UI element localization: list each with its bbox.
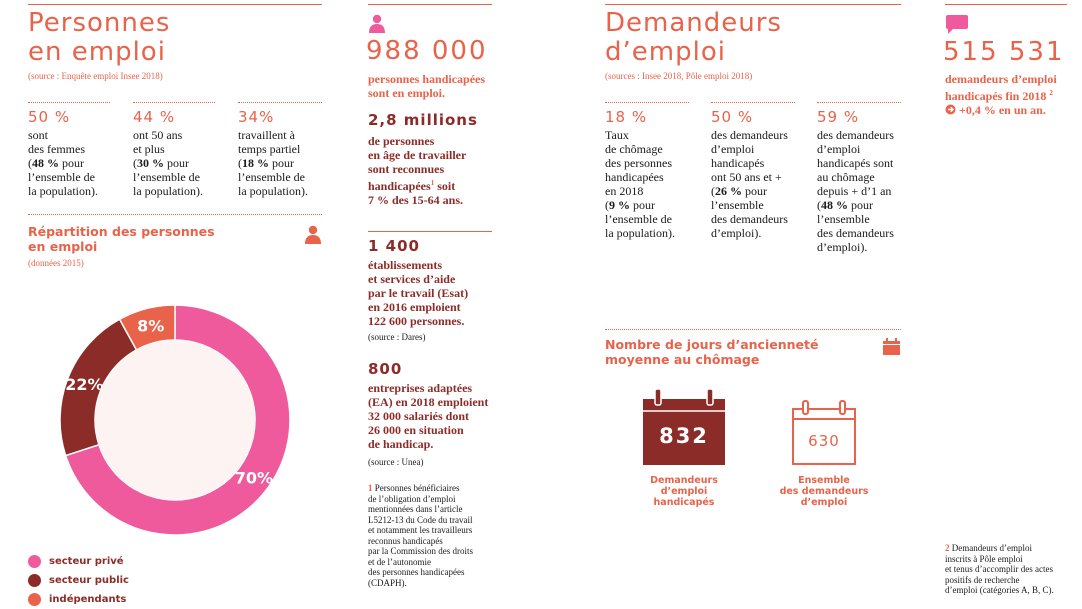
title-line-1: Personnes xyxy=(28,8,171,38)
legend-swatch xyxy=(28,555,41,568)
legend-swatch xyxy=(28,574,41,587)
footnote-ref: 1 xyxy=(430,179,435,187)
job-seekers-title: Demandeurs d’emploi xyxy=(605,8,782,67)
employed-disabled-count: 988 000 xyxy=(366,36,488,66)
calendar-label-disabled: Demandeurs d’emploi handicapés xyxy=(650,475,718,508)
anciennete-title: Nombre de jours d’ancienneté moyenne au chômage xyxy=(605,337,819,367)
stat-divider xyxy=(605,102,689,103)
ea-figure: 800 xyxy=(368,360,403,378)
stat-text: des demandeurs d’emploi handicapés sont au chômage depuis + d’1 an (48 % pour l’ensemble des demandeurs d’emploi). xyxy=(817,128,894,254)
stat-50-plus xyxy=(133,108,233,198)
legend-item-public xyxy=(28,571,129,590)
legend-swatch xyxy=(28,593,41,606)
persons-in-employment-title xyxy=(28,9,170,67)
stat-text: ont 50 ans et plus (30 % pour l’ensemble de la population). xyxy=(133,128,203,198)
stat-seekers-50-plus xyxy=(711,108,811,240)
col2-mid-rule xyxy=(368,231,492,232)
person-icon xyxy=(368,14,386,34)
stat-text: Taux de chômage des personnes handicapées en 2018 (9 % pour l’ensemble de la population). xyxy=(605,128,675,240)
stat-text: travaillent à temps partiel (18 % pour l’ensemble de la population). xyxy=(238,128,308,198)
stat-divider xyxy=(133,102,215,103)
calendar-value-630: 630 xyxy=(808,432,840,450)
chart-legend xyxy=(28,552,129,609)
footnote-number: 1 xyxy=(368,483,373,493)
job-seekers-count: 515 531 xyxy=(943,37,1065,67)
section-divider xyxy=(28,214,322,215)
stat-pct: 18 % xyxy=(605,108,648,126)
stat-pct: 59 % xyxy=(817,108,860,126)
esat-source: (source : Dares) xyxy=(368,332,426,342)
repartition-source: (données 2015) xyxy=(28,258,84,268)
trend-text: +0,4 % en un an. xyxy=(959,103,1046,117)
footnote-number: 2 xyxy=(945,543,950,553)
stat-pct: 34% xyxy=(238,108,275,126)
legend-item-independent xyxy=(28,590,129,609)
stat-pct: 50 % xyxy=(28,108,71,126)
col3-top-rule xyxy=(605,4,901,5)
slice-label: 8% xyxy=(137,316,165,336)
legend-item-private xyxy=(28,552,129,571)
col1-top-rule xyxy=(28,4,322,5)
legend-label: secteur public xyxy=(49,574,129,586)
employment-donut-chart xyxy=(55,300,295,540)
calendar-value-832: 832 xyxy=(659,424,709,448)
stat-divider xyxy=(28,102,110,103)
stat-pct: 44 % xyxy=(133,108,176,126)
donut-hole xyxy=(95,340,255,500)
person-icon xyxy=(304,225,322,245)
esat-figure: 1 400 xyxy=(368,237,420,255)
legend-label: indépendants xyxy=(49,593,127,605)
col4-top-rule xyxy=(945,4,1067,5)
stat-divider xyxy=(238,102,322,103)
col2-top-rule xyxy=(368,4,492,5)
stat-part-time xyxy=(238,108,328,198)
stat-women xyxy=(28,108,128,198)
stat-divider xyxy=(711,102,795,103)
calendar-label-all: Ensemble des demandeurs d’emploi xyxy=(779,475,869,508)
esat-text: établissements et services d’aide par le travail (Esat) en 2016 emploient 122 600 personnes. xyxy=(368,258,469,328)
ea-text: entreprises adaptées (EA) en 2018 emploient 32 000 salariés dont 26 000 en situation de handicap. xyxy=(368,381,489,451)
footnote-2: 2 Demandeurs d’emploi inscrits à Pôle emploi et tenus d’accomplir des actes positifs de recherche d’emploi (catégories A, B, C). xyxy=(945,543,1054,595)
stat-pct: 50 % xyxy=(711,108,754,126)
job-seekers-text: demandeurs d’emploi handicapés fin 2018 $^2$ +0,4 % en un an. xyxy=(945,72,1057,117)
speech-bubble-icon xyxy=(945,14,969,36)
calendar-icon xyxy=(882,338,901,356)
slice-label: 22% xyxy=(65,375,104,395)
ea-source: (source : Unea) xyxy=(368,457,424,467)
col1-source: (source : Enquête emploi Insee 2018) xyxy=(28,71,163,81)
title-line-2: en emploi xyxy=(28,37,166,67)
stat-text: sont des femmes (48 % pour l’ensemble de la population). xyxy=(28,128,98,198)
stat-text: des demandeurs d’emploi handicapés ont 50 ans et + (26 % pour l’ensemble des demandeurs d’emploi). xyxy=(711,128,788,240)
footnote-ref: 2 xyxy=(1049,89,1053,97)
employed-disabled-text: personnes handicapées sont en emploi. xyxy=(368,72,486,100)
stat-long-term xyxy=(817,108,917,254)
footnote-1: 1 Personnes bénéficiaires de l’obligation d’emploi mentionnées dans l’article L5212-13 du Code du travail et notamment les travailleurs reconnus handicapés par la Commission des droits et de l’autonomie des personnes handicapées (CDAPH). xyxy=(368,483,473,588)
millions-figure: 2,8 millions xyxy=(368,111,478,129)
arrow-right-circle-icon xyxy=(945,104,956,115)
stat-unemployment-rate xyxy=(605,108,705,240)
stat-divider xyxy=(817,102,901,103)
millions-text: de personnes en âge de travailler sont reconnues handicapées$^1$ soit 7 % des 15-64 ans. xyxy=(368,134,467,207)
legend-label: secteur privé xyxy=(49,555,124,567)
slice-label: 70% xyxy=(234,468,274,488)
repartition-title: Répartition des personnes en emploi xyxy=(28,224,215,254)
section-divider xyxy=(605,329,901,330)
col3-source: (sources : Insee 2018, Pôle emploi 2018) xyxy=(605,71,753,81)
